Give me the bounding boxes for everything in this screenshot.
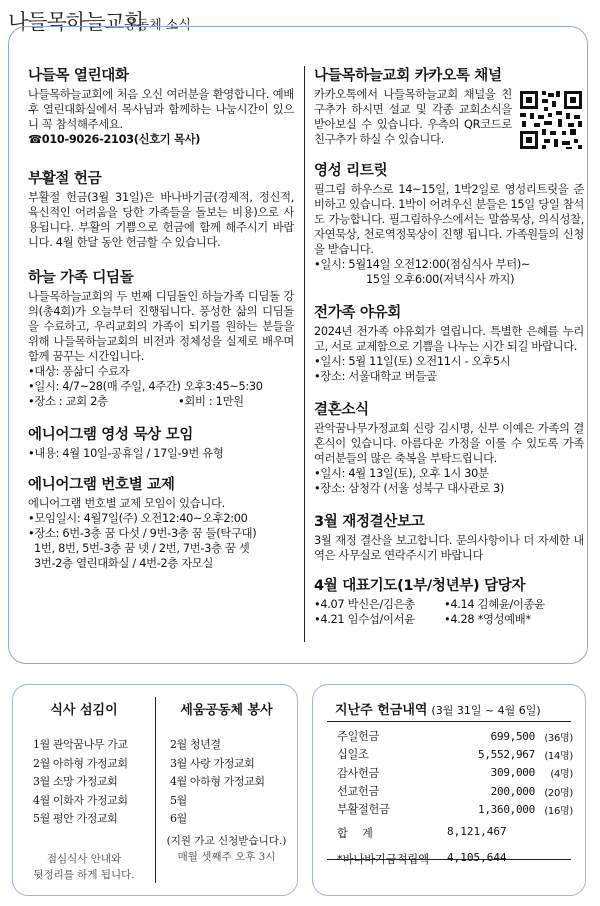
table-row [337, 800, 573, 818]
wedding-title: 결혼소식 [314, 402, 369, 418]
meal-item: 2월 아하형 가정교회 [33, 756, 128, 770]
offering-table [337, 727, 573, 818]
easter-offering-text: 부활절 헌금(3월 31일)은 바나바기금(경제적, 정신적, 육신적인 어려움을 당한 가족들을 돌보는 비용)으로 사용됩니다. 부활의 기쁨으로 헌금에 함께 해주시기 바랍니다. 4월 한달 동안 헌금할 수 있습니다. [28, 191, 294, 249]
offering-box [312, 684, 586, 896]
enneagram-meditation-section [28, 423, 294, 461]
offering-name: 주일헌금 [337, 730, 380, 744]
wedding-date: •일시: 4월 13일(토), 오후 1시 30분 [314, 467, 489, 480]
family-stepstone-target: •대상: 풍삶디 수료자 [28, 365, 130, 378]
prayer-0407: •4.07 박신은/김은총 [314, 598, 415, 611]
offering-name: 감사헌금 [337, 766, 380, 780]
offering-title: 지난주 헌금내역 [335, 703, 428, 718]
offering-rule [327, 721, 571, 722]
service-item: 4월 아하형 가정교회 [170, 775, 265, 788]
offering-count: (16명) [544, 805, 573, 817]
service-item: 2월 청년결 [170, 738, 221, 751]
meal-column [13, 699, 155, 883]
column-divider [304, 66, 305, 642]
offering-amount: 309,000 [490, 766, 535, 780]
table-row [337, 745, 573, 763]
offering-count: (14명) [544, 750, 573, 762]
offering-name: 부활절헌금 [337, 803, 390, 817]
serving-box [12, 684, 298, 896]
service-item: 5월 [170, 793, 187, 807]
enneagram-fellowship-line-4: 1번, 8번, 5번-3층 꿈 넷 / 2번, 7번-3층 꿈 셋 [34, 542, 250, 555]
offering-amount: 200,000 [490, 784, 535, 798]
church-logo: 나들목하늘교회 [8, 10, 144, 34]
service-item: 6월 [170, 812, 187, 825]
family-stepstone-title: 하늘 가족 디딤돌 [28, 270, 134, 286]
service-column [156, 699, 297, 865]
offering-name: 선교헌금 [337, 785, 380, 799]
family-stepstone-place: •장소 : 교회 2층 [28, 395, 108, 408]
right-column [314, 64, 584, 638]
meal-item: 5월 평안 가정교회 [33, 812, 118, 825]
meal-item: 4월 이화자 가정교회 [33, 793, 128, 807]
retreat-section [314, 159, 584, 287]
enneagram-fellowship-line-2: •모임일시: 4월7일(주) 오전12:40~오후2:00 [28, 512, 248, 525]
enneagram-fellowship-line-3: •장소: 6번-3층 꿈 다섯 / 9번-3층 꿈 둘(탁구대) [28, 527, 257, 540]
offering-amount: 1,360,000 [478, 802, 535, 816]
enneagram-fellowship-title: 에니어그램 번호별 교제 [28, 477, 175, 493]
wedding-text: 관악꿈나무가정교회 신랑 김시명, 신부 이예은 가족의 결혼식이 있습니다. 아름다운 가정을 이룰 수 있도록 가족 여러분들의 많은 축복을 부탁드립니다. [314, 422, 584, 465]
meal-item: 1월 관악꿈나무 가교 [33, 738, 128, 751]
picnic-date: •일시: 5월 11일(토) 오전11시 - 오후5시 [314, 355, 511, 368]
picnic-section [314, 301, 584, 384]
retreat-text: 필그림 하우스로 14~15일, 1박2일로 영성리트릿을 준비하고 있습니다. 1박이 어려우신 분들은 15일 당일 참석도 가능합니다. 필그림하우스에서는 말씀묵상, 의식성찰, 자연묵상, 천로역정묵상이 진행 됩니다. 가족원들의 신청을 받습니다. [314, 183, 584, 256]
open-talk-contact: ☎010-9026-2103(신호기 목사) [28, 133, 201, 146]
table-row [337, 782, 573, 800]
finance-report-title: 3월 재정결산보고 [314, 514, 425, 530]
family-stepstone-date: •일시: 4/7~28(매 주일, 4주간) 오후3:45~5:30 [28, 380, 263, 393]
offering-count: (20명) [544, 787, 573, 799]
meal-note-1: 점심식사 안내와 [46, 852, 122, 865]
kakao-channel-section [314, 64, 584, 147]
qr-code-icon[interactable] [518, 89, 584, 151]
finance-report-text: 3월 재정 결산을 보고합니다. 문의사항이나 더 자세한 내역은 사무실로 연락주시기 바랍니다 [314, 534, 584, 562]
picnic-title: 전가족 야유회 [314, 305, 401, 321]
prayer-0414: •4.14 김혜윤/이종윤 [444, 598, 545, 611]
family-stepstone-fee: •회비 : 1만원 [178, 395, 244, 408]
finance-report-section [314, 510, 584, 563]
section-title: 공동체 소식 [124, 18, 191, 33]
prayer-title: 4월 대표기도(1부/청년부) 담당자 [314, 578, 526, 594]
table-row [337, 764, 573, 782]
offering-count: (36명) [544, 732, 573, 744]
service-title: 세움공동체 봉사 [180, 703, 273, 718]
prayer-row-2 [314, 612, 584, 627]
meal-title: 식사 섬김이 [50, 703, 118, 718]
offering-amount: 699,500 [490, 729, 535, 743]
kakao-channel-title: 나들목하늘교회 카카오톡 채널 [314, 68, 502, 84]
prayer-0421: •4.21 임수섭/이서윤 [314, 613, 415, 626]
retreat-date-2: 15일 오후6:00(저녁식사 까지) [366, 273, 515, 286]
table-row [337, 727, 573, 745]
service-note-1: (지원 가교 신청받습니다.) [166, 834, 287, 847]
open-talk-title: 나들목 열린대화 [28, 68, 129, 84]
meal-item: 3월 소망 가정교회 [33, 775, 118, 788]
meal-note-2: 뒷정리를 하게 됩니다. [33, 868, 135, 881]
kakao-channel-text: 카카오톡에서 나들목하늘교회 채널을 친구추가 하시면 설교 및 각종 교회소식을 받아보실 수 있습니다. 우측의 QR코드로 친구추가 하실 수 있습니다. [314, 88, 512, 146]
retreat-date-1: •일시: 5월14일 오전12:00(점심식사 부터)~ [314, 258, 531, 271]
offering-amount: 5,552,967 [478, 747, 535, 761]
service-note-2: 매월 셋째주 오후 3시 [177, 850, 276, 863]
prayer-row-1 [314, 597, 584, 612]
prayer-0428: •4.28 *영성예배* [444, 613, 531, 626]
fund-label: *바나바기금적립액 [337, 853, 430, 866]
open-talk-section [28, 64, 294, 147]
retreat-title: 영성 리트릿 [314, 163, 388, 179]
enneagram-meditation-content: •내용: 4월 10일-공휴일 / 17일-9번 유형 [28, 447, 224, 460]
left-column [28, 64, 294, 582]
offering-total: 8,121,467 [447, 825, 507, 838]
offering-count: (4명) [550, 769, 573, 781]
offering-period: (3월 31일 ~ 4월 6일) [431, 704, 541, 717]
wedding-place: •장소: 삼청각 (서울 성북구 대사관로 3) [314, 482, 505, 495]
enneagram-fellowship-section [28, 473, 294, 571]
offering-name: 십일조 [337, 748, 369, 762]
family-stepstone-section [28, 266, 294, 409]
fund-amount: 4,105,644 [447, 851, 507, 864]
easter-offering-title: 부활절 헌금 [28, 171, 102, 187]
picnic-place: •장소: 서울대학교 버들골 [314, 370, 437, 383]
offering-total-label: 합 계 [337, 827, 373, 840]
service-item: 3월 사랑 가정교회 [170, 756, 255, 770]
picnic-text: 2024년 전가족 야유회가 열립니다. 특별한 은혜를 누리고, 서로 교제함으로 기쁨을 나누는 시간 되길 바랍니다. [314, 325, 584, 353]
open-talk-text: 나들목하늘교회에 처음 오신 여러분을 환영합니다. 예배 후 열린대화실에서 목사님과 함께하는 나눔시간이 있으니 꼭 참석해주세요. [28, 88, 294, 131]
enneagram-meditation-title: 에니어그램 영성 묵상 모임 [28, 427, 194, 443]
enneagram-fellowship-line-1: 에니어그램 번호별 교제 모임이 있습니다. [28, 497, 225, 510]
family-stepstone-place-fee [28, 394, 294, 409]
family-stepstone-text: 나들목하늘교회의 두 번째 디딤돌인 하늘가족 디딤돌 강의(총4회)가 오늘부터 진행됩니다. 풍성한 삶의 디딤돌을 수료하고, 우리교회의 가족이 되기를 원하는 분들을 위해 나들목하늘교회의 비전과 정체성을 실제로 배우며 함께 꿈꾸는 시간입니다. [28, 290, 294, 363]
easter-offering-section [28, 167, 294, 250]
fund-row [337, 851, 573, 867]
offering-header [335, 699, 541, 718]
offering-total-row [337, 825, 573, 841]
prayer-section [314, 574, 584, 627]
wedding-section [314, 398, 584, 496]
enneagram-fellowship-line-5: 3번-2층 열린대화실 / 4번-2층 자모실 [34, 557, 214, 570]
